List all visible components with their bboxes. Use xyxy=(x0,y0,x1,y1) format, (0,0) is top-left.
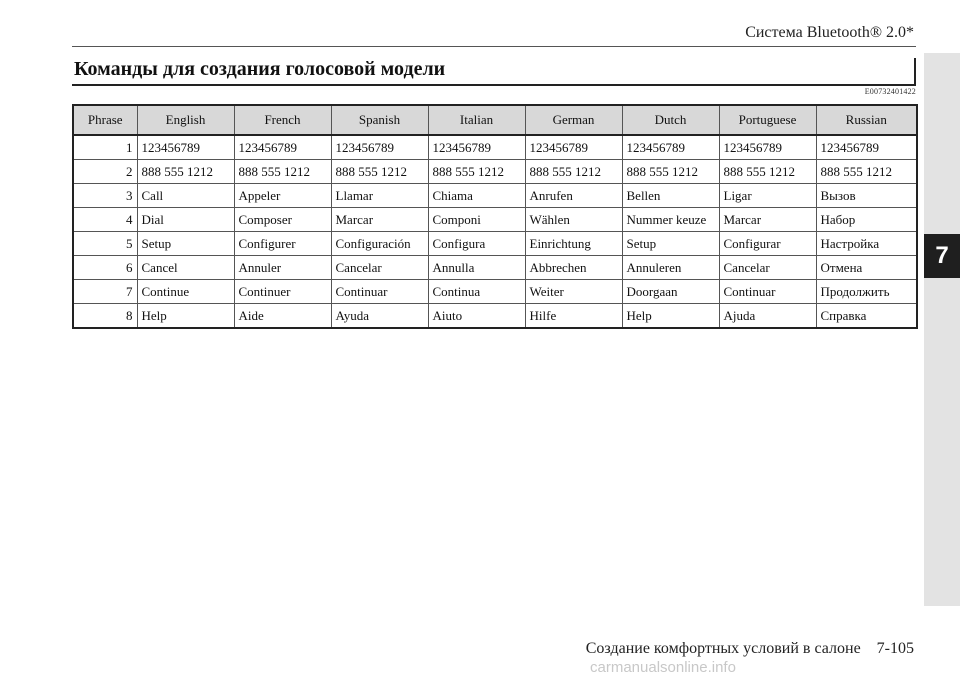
table-cell: 123456789 xyxy=(137,135,234,160)
table-cell: Continuar xyxy=(331,280,428,304)
table-cell: 888 555 1212 xyxy=(428,160,525,184)
table-cell: Chiama xyxy=(428,184,525,208)
document-code: E00732401422 xyxy=(864,87,916,96)
table-cell: Dial xyxy=(137,208,234,232)
phrase-number-cell: 5 xyxy=(73,232,137,256)
column-header: Portuguese xyxy=(719,105,816,135)
table-cell: Help xyxy=(622,304,719,329)
table-cell: Продолжить xyxy=(816,280,917,304)
table-cell: Appeler xyxy=(234,184,331,208)
column-header: Russian xyxy=(816,105,917,135)
table-cell: Setup xyxy=(622,232,719,256)
table-row xyxy=(73,135,917,160)
table-cell: Continuar xyxy=(719,280,816,304)
table-header-row xyxy=(73,105,917,135)
table-row xyxy=(73,208,917,232)
phrase-number-cell: 6 xyxy=(73,256,137,280)
table-cell: Ayuda xyxy=(331,304,428,329)
table-row xyxy=(73,184,917,208)
table-cell: Annuler xyxy=(234,256,331,280)
chapter-sidebar xyxy=(924,53,960,606)
table-cell: 888 555 1212 xyxy=(331,160,428,184)
table-cell: Weiter xyxy=(525,280,622,304)
table-cell: Configura xyxy=(428,232,525,256)
table-cell: 123456789 xyxy=(816,135,917,160)
table-cell: Anrufen xyxy=(525,184,622,208)
page-footer xyxy=(586,640,914,658)
table-cell: Continuer xyxy=(234,280,331,304)
table-cell: 123456789 xyxy=(525,135,622,160)
table-cell: Doorgaan xyxy=(622,280,719,304)
table-cell: Componi xyxy=(428,208,525,232)
table-cell: Setup xyxy=(137,232,234,256)
phrase-number-cell: 1 xyxy=(73,135,137,160)
running-header-title: Система Bluetooth® 2.0* xyxy=(745,24,914,41)
column-header: English xyxy=(137,105,234,135)
table-cell: 123456789 xyxy=(719,135,816,160)
table-cell: 888 555 1212 xyxy=(525,160,622,184)
table-cell: Отмена xyxy=(816,256,917,280)
column-header: Spanish xyxy=(331,105,428,135)
section-title-underline xyxy=(72,84,916,86)
watermark: carmanualsonline.info xyxy=(590,659,736,676)
phrase-number-cell: 8 xyxy=(73,304,137,329)
phrase-number-cell: 7 xyxy=(73,280,137,304)
table-cell: Continue xyxy=(137,280,234,304)
table-cell: Configuración xyxy=(331,232,428,256)
header-divider xyxy=(72,46,916,47)
table-cell: Ligar xyxy=(719,184,816,208)
table-cell: Справка xyxy=(816,304,917,329)
table-row xyxy=(73,280,917,304)
table-cell: Call xyxy=(137,184,234,208)
section-title-right-tick xyxy=(914,58,916,86)
phrase-number-cell: 3 xyxy=(73,184,137,208)
table-cell: 888 555 1212 xyxy=(234,160,331,184)
chapter-tab[interactable]: 7 xyxy=(924,234,960,278)
column-header: French xyxy=(234,105,331,135)
footer-section-title: Создание комфортных условий в салоне xyxy=(585,640,861,657)
table-cell: Вызов xyxy=(816,184,917,208)
table-row xyxy=(73,304,917,329)
table-cell: 888 555 1212 xyxy=(622,160,719,184)
table-cell: Composer xyxy=(234,208,331,232)
phrase-number-cell: 4 xyxy=(73,208,137,232)
table-cell: Annuleren xyxy=(622,256,719,280)
table-cell: Llamar xyxy=(331,184,428,208)
table-cell: Hilfe xyxy=(525,304,622,329)
table-cell: 123456789 xyxy=(234,135,331,160)
table-cell: 888 555 1212 xyxy=(719,160,816,184)
table-cell: Abbrechen xyxy=(525,256,622,280)
table-cell: Ajuda xyxy=(719,304,816,329)
table-cell: Configurer xyxy=(234,232,331,256)
table-row xyxy=(73,256,917,280)
table-cell: Aiuto xyxy=(428,304,525,329)
table-cell: Cancelar xyxy=(719,256,816,280)
table-cell: Marcar xyxy=(719,208,816,232)
column-header: Phrase xyxy=(73,105,137,135)
table-cell: Annulla xyxy=(428,256,525,280)
table-cell: Aide xyxy=(234,304,331,329)
phrase-number-cell: 2 xyxy=(73,160,137,184)
table-cell: Cancel xyxy=(137,256,234,280)
table-cell: Continua xyxy=(428,280,525,304)
voice-command-table xyxy=(72,104,918,329)
column-header: Dutch xyxy=(622,105,719,135)
page-number: 7-105 xyxy=(876,640,914,657)
column-header: Italian xyxy=(428,105,525,135)
table-row xyxy=(73,160,917,184)
table-cell: Help xyxy=(137,304,234,329)
table-cell: Einrichtung xyxy=(525,232,622,256)
table-row xyxy=(73,232,917,256)
table-cell: Nummer keuze xyxy=(622,208,719,232)
table-cell: Bellen xyxy=(622,184,719,208)
table-cell: Marcar xyxy=(331,208,428,232)
table-cell: Настройка xyxy=(816,232,917,256)
column-header: German xyxy=(525,105,622,135)
table-cell: 123456789 xyxy=(428,135,525,160)
table-cell: 888 555 1212 xyxy=(816,160,917,184)
table-cell: Набор xyxy=(816,208,917,232)
table-cell: 123456789 xyxy=(331,135,428,160)
table-cell: 888 555 1212 xyxy=(137,160,234,184)
table-cell: Cancelar xyxy=(331,256,428,280)
table-cell: 123456789 xyxy=(622,135,719,160)
table-cell: Wählen xyxy=(525,208,622,232)
table-cell: Configurar xyxy=(719,232,816,256)
section-title: Команды для создания голосовой модели xyxy=(74,58,446,80)
